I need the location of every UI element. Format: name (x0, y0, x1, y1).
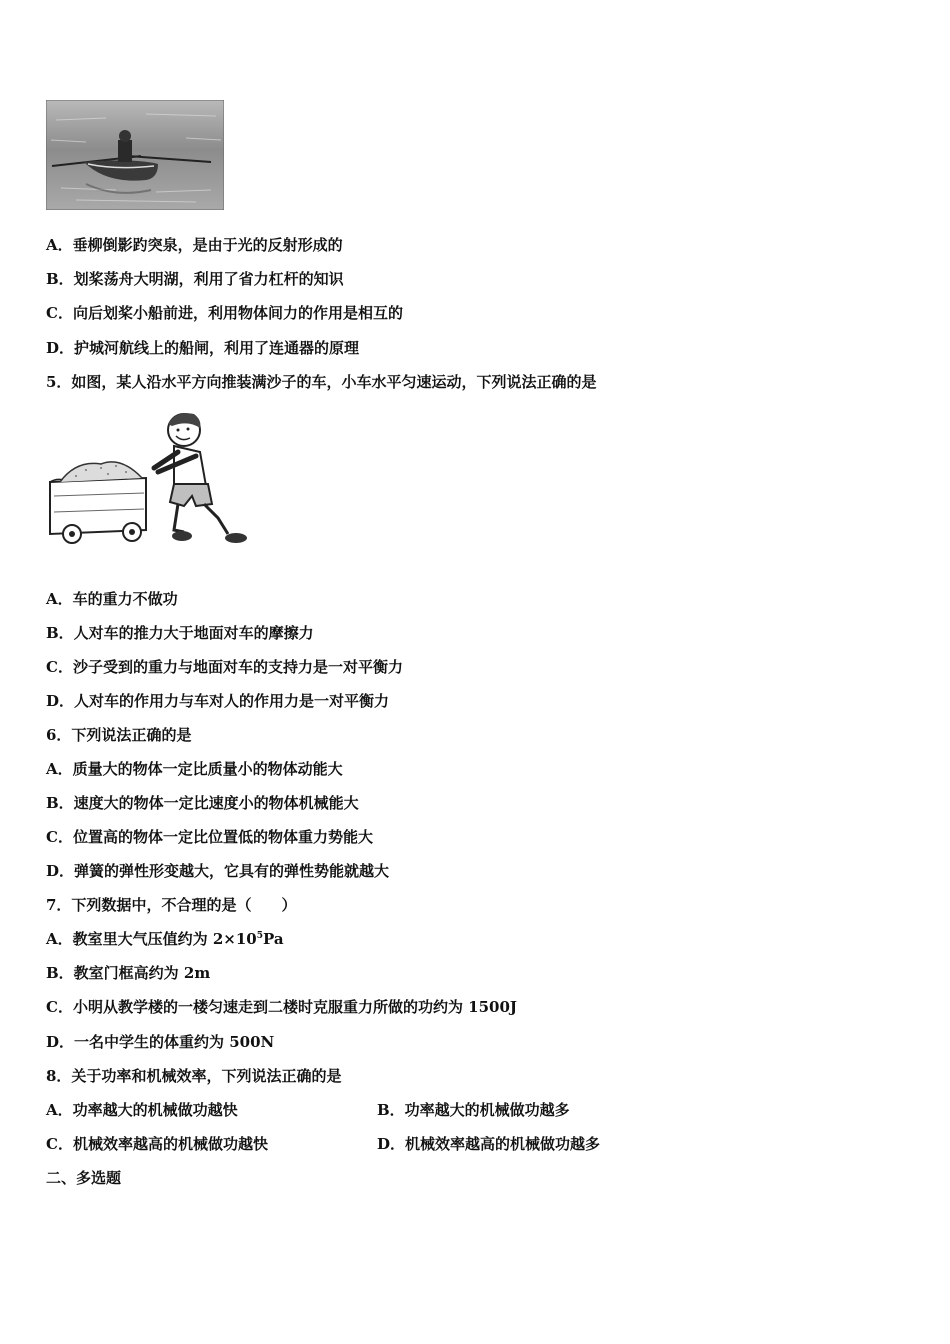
q7-option-a-exponent: 5 (256, 931, 264, 941)
q5-option-a: A．车的重力不做功 (46, 590, 178, 608)
q7-option-a-unit: Pa (263, 930, 284, 948)
q4-option-c: C．向后划桨小船前进，利用物体间力的作用是相互的 (46, 304, 403, 322)
q4-option-b: B．划桨荡舟大明湖，利用了省力杠杆的知识 (46, 270, 344, 288)
q7-option-b: B．教室门框高约为 2m (46, 964, 211, 982)
cart-drawing (46, 408, 250, 550)
q5-option-c: C．沙子受到的重力与地面对车的支持力是一对平衡力 (46, 658, 403, 676)
q8-option-c: C．机械效率越高的机械做功越快 (46, 1135, 268, 1153)
q7-stem: 7．下列数据中，不合理的是（ ） (46, 896, 297, 914)
q8-option-b: B．功率越大的机械做功越多 (377, 1101, 570, 1119)
q7-option-d: D．一名中学生的体重约为 500N (46, 1033, 275, 1051)
q4-option-d: D．护城河航线上的船闸，利用了连通器的原理 (46, 339, 360, 357)
q7-option-c: C．小明从教学楼的一楼匀速走到二楼时克服重力所做的功约为 1500J (46, 998, 518, 1016)
rowing-boat-photo (46, 100, 224, 214)
q6-option-d: D．弹簧的弹性形变越大，它具有的弹性势能就越大 (46, 862, 390, 880)
q5-stem: 5．如图，某人沿水平方向推装满沙子的车，小车水平匀速运动，下列说法正确的是 (46, 373, 597, 391)
q6-stem: 6．下列说法正确的是 (46, 726, 192, 744)
q5-option-d: D．人对车的作用力与车对人的作用力是一对平衡力 (46, 692, 390, 710)
section-2-title: 二、多选题 (46, 1169, 122, 1187)
q8-stem: 8．关于功率和机械效率，下列说法正确的是 (46, 1067, 342, 1085)
q7-option-a (46, 929, 284, 949)
q7-option-a-text: A．教室里大气压值约为 2×10 (46, 930, 257, 948)
q8-option-d: D．机械效率越高的机械做功越多 (377, 1135, 601, 1153)
rowing-boat-image (46, 100, 224, 210)
q4-option-a: A．垂柳倒影趵突泉，是由于光的反射形成的 (46, 236, 343, 254)
q6-option-c: C．位置高的物体一定比位置低的物体重力势能大 (46, 828, 373, 846)
q8-option-a: A．功率越大的机械做功越快 (46, 1101, 238, 1119)
q6-option-b: B．速度大的物体一定比速度小的物体机械能大 (46, 794, 359, 812)
q5-option-b: B．人对车的推力大于地面对车的摩擦力 (46, 624, 314, 642)
q6-option-a: A．质量大的物体一定比质量小的物体动能大 (46, 760, 343, 778)
boy-pushing-cart-illustration (46, 408, 250, 554)
